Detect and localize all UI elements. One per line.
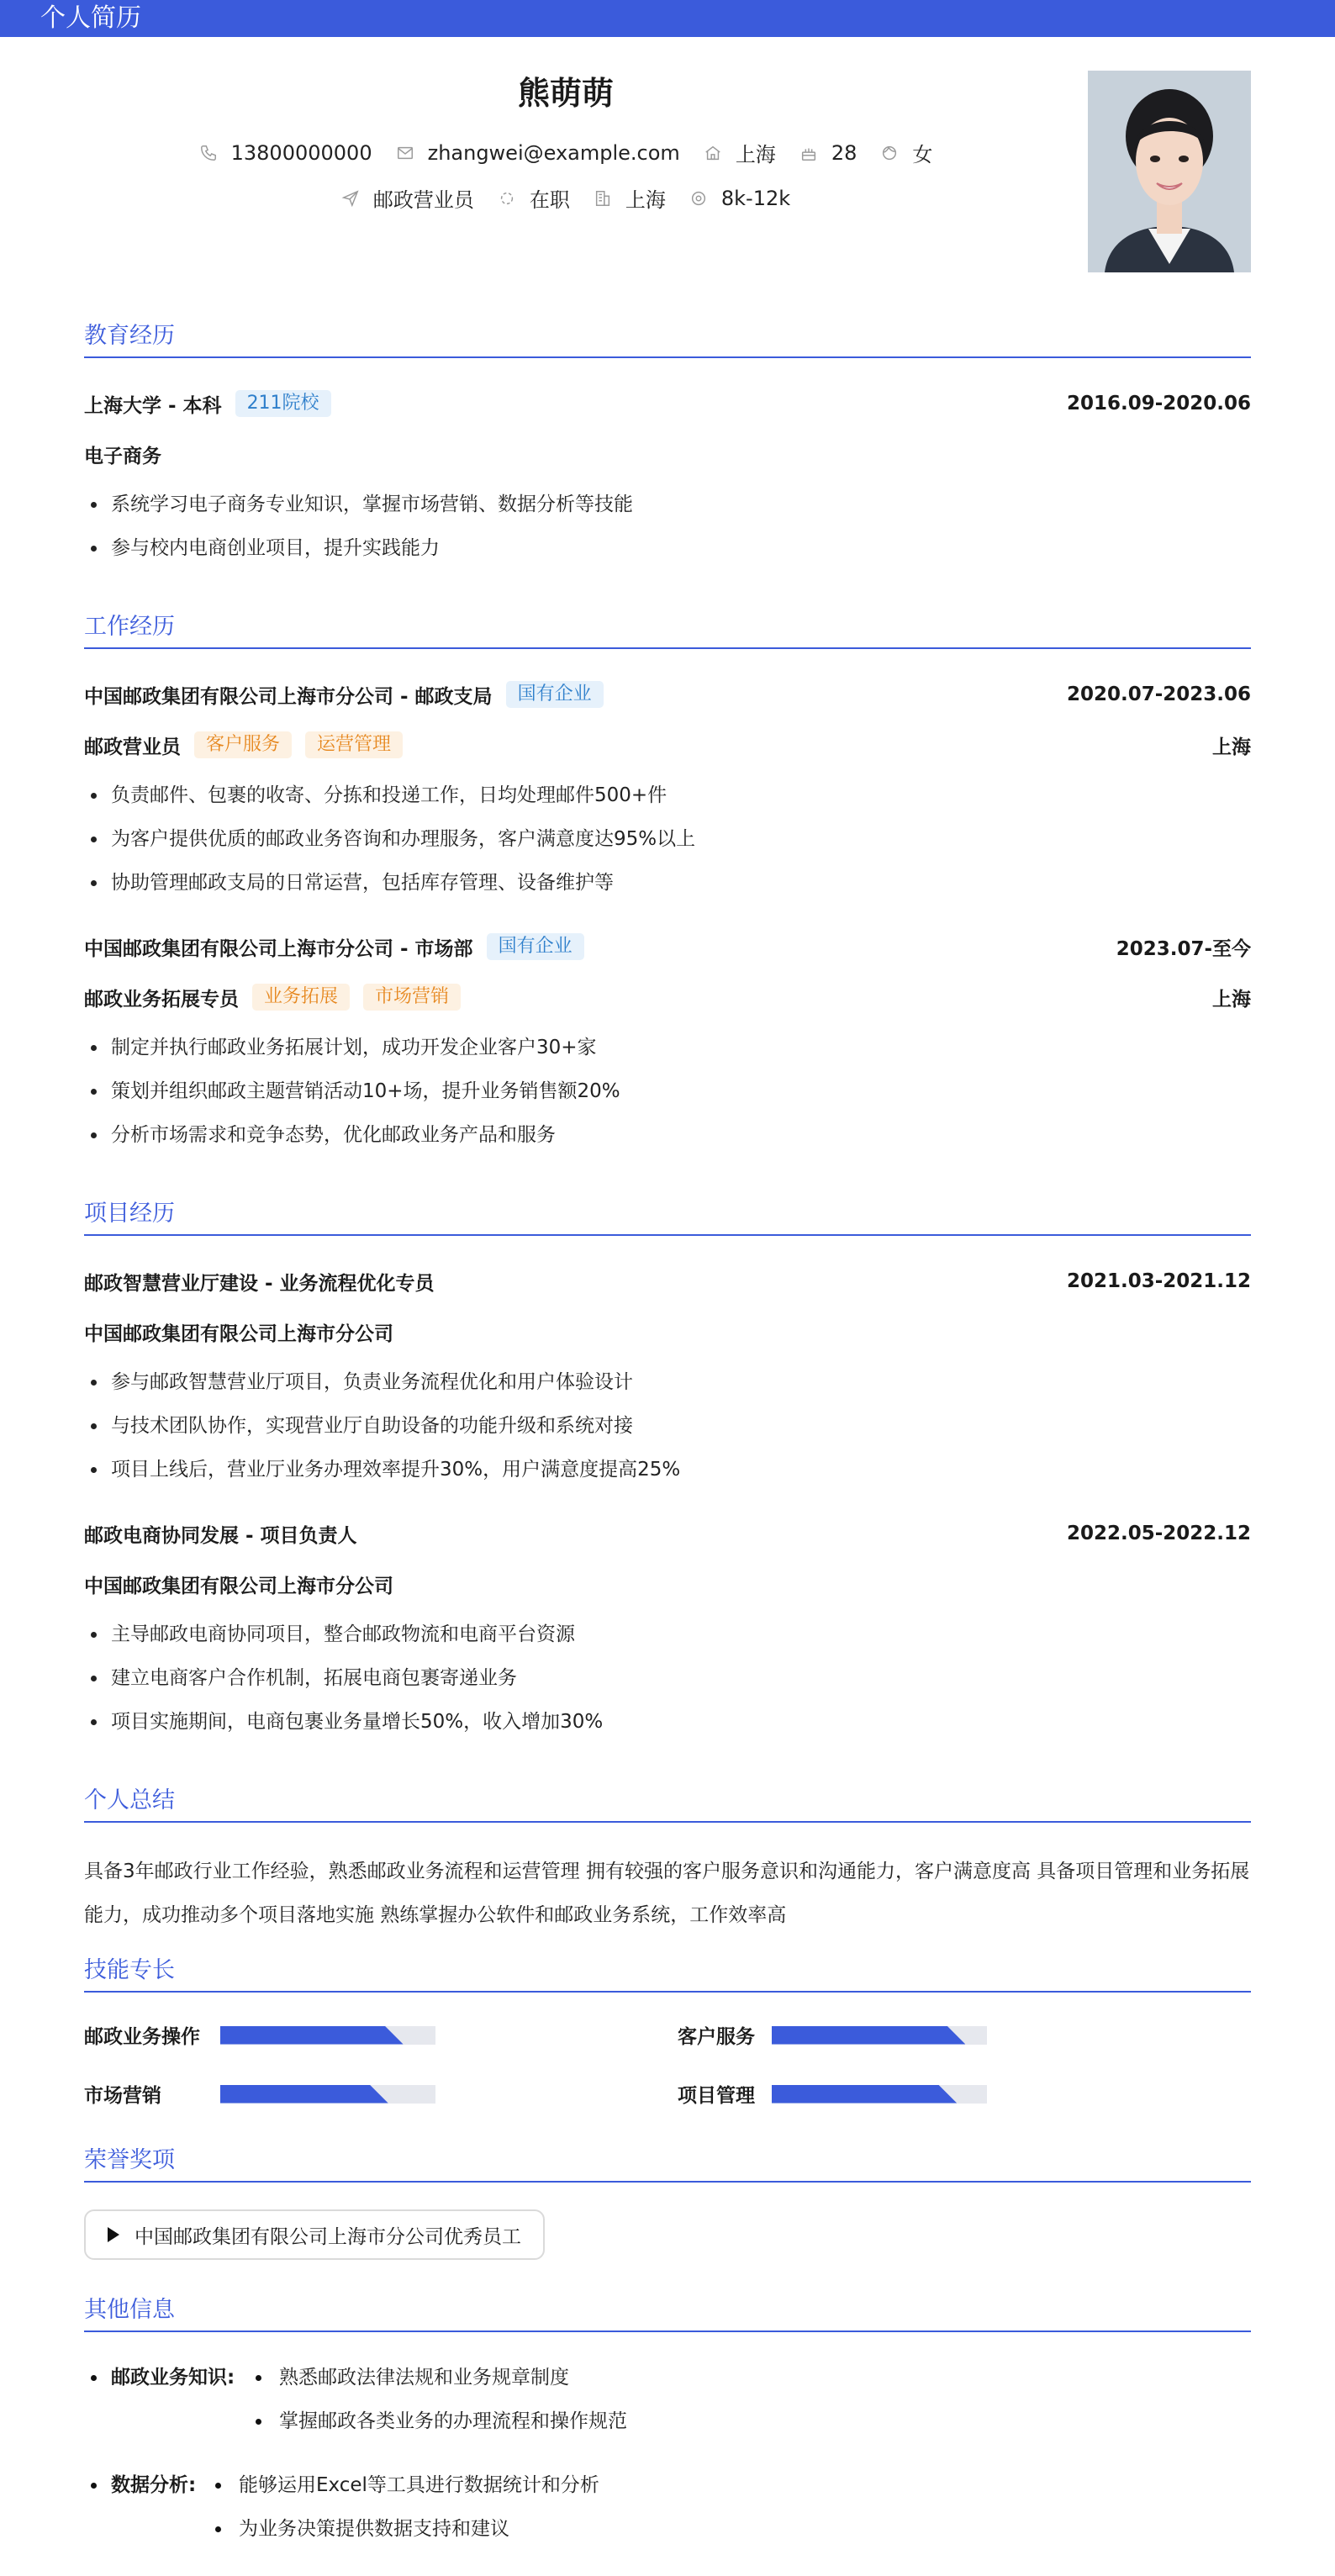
list-item: 建立电商客户合作机制，拓展电商包裹寄递业务 <box>84 1663 517 1693</box>
contact-row <box>0 138 1132 167</box>
skill-name: 项目管理 <box>678 2085 755 2107</box>
education-major: 电子商务 <box>84 445 161 467</box>
list-item: 负责邮件、包裹的收寄、分拣和投递工作，日均处理邮件500+件 <box>84 780 667 810</box>
city-text: 上海 <box>735 143 776 166</box>
header-bar <box>0 0 1335 37</box>
work-2-role: 邮政业务拓展专员 <box>84 988 239 1011</box>
work-2-date: 2023.07-至今 <box>1116 937 1251 960</box>
list-item: 熟悉邮政法律法规和业务规章制度 <box>254 2362 569 2393</box>
skill-bar-fill <box>220 2085 388 2104</box>
education-school: 上海大学 - 本科 <box>84 394 222 417</box>
work-1-date: 2020.07-2023.06 <box>1066 684 1251 705</box>
cake-icon <box>799 144 818 162</box>
list-item: 参与邮政智慧营业厅项目，负责业务流程优化和用户体验设计 <box>84 1367 633 1397</box>
education-tag: 211院校 <box>235 390 331 417</box>
skill-name: 邮政业务操作 <box>84 2026 200 2048</box>
position-text: 邮政营业员 <box>372 188 474 212</box>
project-1-org-row <box>84 1317 1251 1347</box>
work-2-role-tag: 市场营销 <box>363 984 461 1011</box>
header-title: 个人简历 <box>40 3 141 33</box>
list-item: 与技术团队协作，实现营业厅自助设备的功能升级和系统对接 <box>84 1411 633 1441</box>
education-header <box>84 388 1251 419</box>
list-item: 策划并组织邮政主题营销活动10+场，提升业务销售额20% <box>84 1076 620 1106</box>
work-1-header <box>84 679 1251 710</box>
job-intent-row <box>0 183 1132 213</box>
skill-item <box>678 2021 987 2049</box>
list-item: 制定并执行邮政业务拓展计划，成功开发企业客户30+家 <box>84 1032 597 1063</box>
list-item: 项目实施期间，电商包裹业务量增长50%，收入增加30% <box>84 1707 603 1737</box>
list-item: 为业务决策提供数据支持和建议 <box>214 2514 509 2544</box>
phone-info <box>199 141 372 165</box>
skill-bar <box>220 2085 435 2104</box>
section-title-summary: 个人总结 <box>84 1786 1251 1823</box>
email-text: zhangwei@example.com <box>427 140 680 165</box>
work-1-role: 邮政营业员 <box>84 736 181 758</box>
list-item: 系统学习电子商务专业知识，掌握市场营销、数据分析等技能 <box>84 489 633 520</box>
project-1-title: 邮政智慧营业厅建设 - 业务流程优化专员 <box>84 1272 435 1295</box>
list-item: 能够运用Excel等工具进行数据统计和分析 <box>214 2470 599 2500</box>
triangle-right-icon <box>108 2227 119 2242</box>
skill-bar-fill <box>772 2085 957 2104</box>
list-item: 主导邮政电商协同项目，整合邮政物流和电商平台资源 <box>84 1619 575 1650</box>
section-title-other: 其他信息 <box>84 2295 1251 2332</box>
skill-bar-fill <box>772 2026 965 2045</box>
send-icon <box>341 189 360 208</box>
avatar-illustration <box>1088 71 1251 272</box>
work-2-role-tag: 业务拓展 <box>252 984 350 1011</box>
age-info <box>799 141 857 165</box>
status-icon <box>498 189 516 208</box>
status-text: 在职 <box>529 188 570 212</box>
other-label: 数据分析: <box>84 2470 196 2500</box>
work-city-text: 上海 <box>625 188 666 212</box>
skill-item <box>678 2080 987 2108</box>
work-2-location: 上海 <box>1212 988 1251 1011</box>
gender-info <box>880 138 932 167</box>
position-info <box>341 183 474 213</box>
list-item: 项目上线后，营业厅业务办理效率提升30%，用户满意度提高25% <box>84 1454 680 1485</box>
section-title-education: 教育经历 <box>84 321 1251 358</box>
work-2-tag: 国有企业 <box>487 933 584 960</box>
work-1-tag: 国有企业 <box>506 681 604 708</box>
work-1-role-tag: 客户服务 <box>194 731 292 758</box>
skill-item <box>84 2021 435 2049</box>
education-major-row <box>84 439 1251 469</box>
work-1-company: 中国邮政集团有限公司上海市分公司 - 邮政支局 <box>84 685 493 708</box>
city-info <box>704 138 776 167</box>
salary-info <box>689 187 790 210</box>
gender-text: 女 <box>912 143 933 166</box>
work-city-info <box>594 183 666 213</box>
coin-icon <box>689 189 708 208</box>
work-1-role-row <box>84 730 1251 760</box>
work-2-company: 中国邮政集团有限公司上海市分公司 - 市场部 <box>84 937 473 960</box>
skill-name: 市场营销 <box>84 2085 161 2107</box>
mail-icon <box>396 144 414 162</box>
work-2-role-row <box>84 982 1251 1012</box>
skill-name: 客户服务 <box>678 2026 755 2048</box>
person-icon <box>880 144 899 162</box>
work-1-location: 上海 <box>1212 736 1251 758</box>
home-icon <box>704 144 722 162</box>
project-2-org-row <box>84 1569 1251 1599</box>
phone-icon <box>199 144 218 162</box>
project-2-title: 邮政电商协同发展 - 项目负责人 <box>84 1524 357 1547</box>
skill-bar-fill <box>220 2026 404 2045</box>
list-item: 参与校内电商创业项目，提升实践能力 <box>84 533 440 563</box>
project-2-org: 中国邮政集团有限公司上海市分公司 <box>84 1575 393 1597</box>
list-item: 为客户提供优质的邮政业务咨询和办理服务，客户满意度达95%以上 <box>84 824 695 854</box>
skill-bar <box>772 2085 987 2104</box>
education-date: 2016.09-2020.06 <box>1066 393 1251 414</box>
status-info <box>498 183 570 213</box>
salary-text: 8k-12k <box>720 186 791 210</box>
list-item: 掌握邮政各类业务的办理流程和操作规范 <box>254 2406 627 2436</box>
work-2-header <box>84 932 1251 962</box>
building-icon <box>594 189 612 208</box>
email-info <box>396 141 680 165</box>
project-1-date: 2021.03-2021.12 <box>1066 1270 1251 1292</box>
age-text: 28 <box>831 140 857 165</box>
profile-name: 熊萌萌 <box>517 75 614 112</box>
profile-photo <box>1088 71 1251 272</box>
award-item[interactable] <box>84 2209 545 2260</box>
section-title-skills: 技能专长 <box>84 1956 1251 1993</box>
project-1-header <box>84 1266 1251 1296</box>
section-title-awards: 荣誉奖项 <box>84 2146 1251 2183</box>
section-title-work: 工作经历 <box>84 612 1251 649</box>
section-title-project: 项目经历 <box>84 1199 1251 1236</box>
summary-text: 具备3年邮政行业工作经验，熟悉邮政业务流程和运营管理 拥有较强的客户服务意识和沟通能力，客户满意度高 具备项目管理和业务拓展能力，成功推动多个项目落地实施 熟练掌握办公软件和邮政业务系统，工作效率高 <box>84 1861 1250 1926</box>
list-item: 分析市场需求和竞争态势，优化邮政业务产品和服务 <box>84 1120 556 1150</box>
skill-bar <box>220 2026 435 2045</box>
phone-text: 13800000000 <box>230 140 372 165</box>
other-label: 邮政业务知识: <box>84 2362 235 2393</box>
skill-bar <box>772 2026 987 2045</box>
list-item: 协助管理邮政支局的日常运营，包括库存管理、设备维护等 <box>84 868 614 898</box>
skill-item <box>84 2080 435 2108</box>
award-text: 中国邮政集团有限公司上海市分公司优秀员工 <box>135 2225 521 2248</box>
work-1-role-tag: 运营管理 <box>305 731 403 758</box>
project-2-date: 2022.05-2022.12 <box>1066 1523 1251 1544</box>
project-1-org: 中国邮政集团有限公司上海市分公司 <box>84 1322 393 1345</box>
project-2-header <box>84 1518 1251 1549</box>
